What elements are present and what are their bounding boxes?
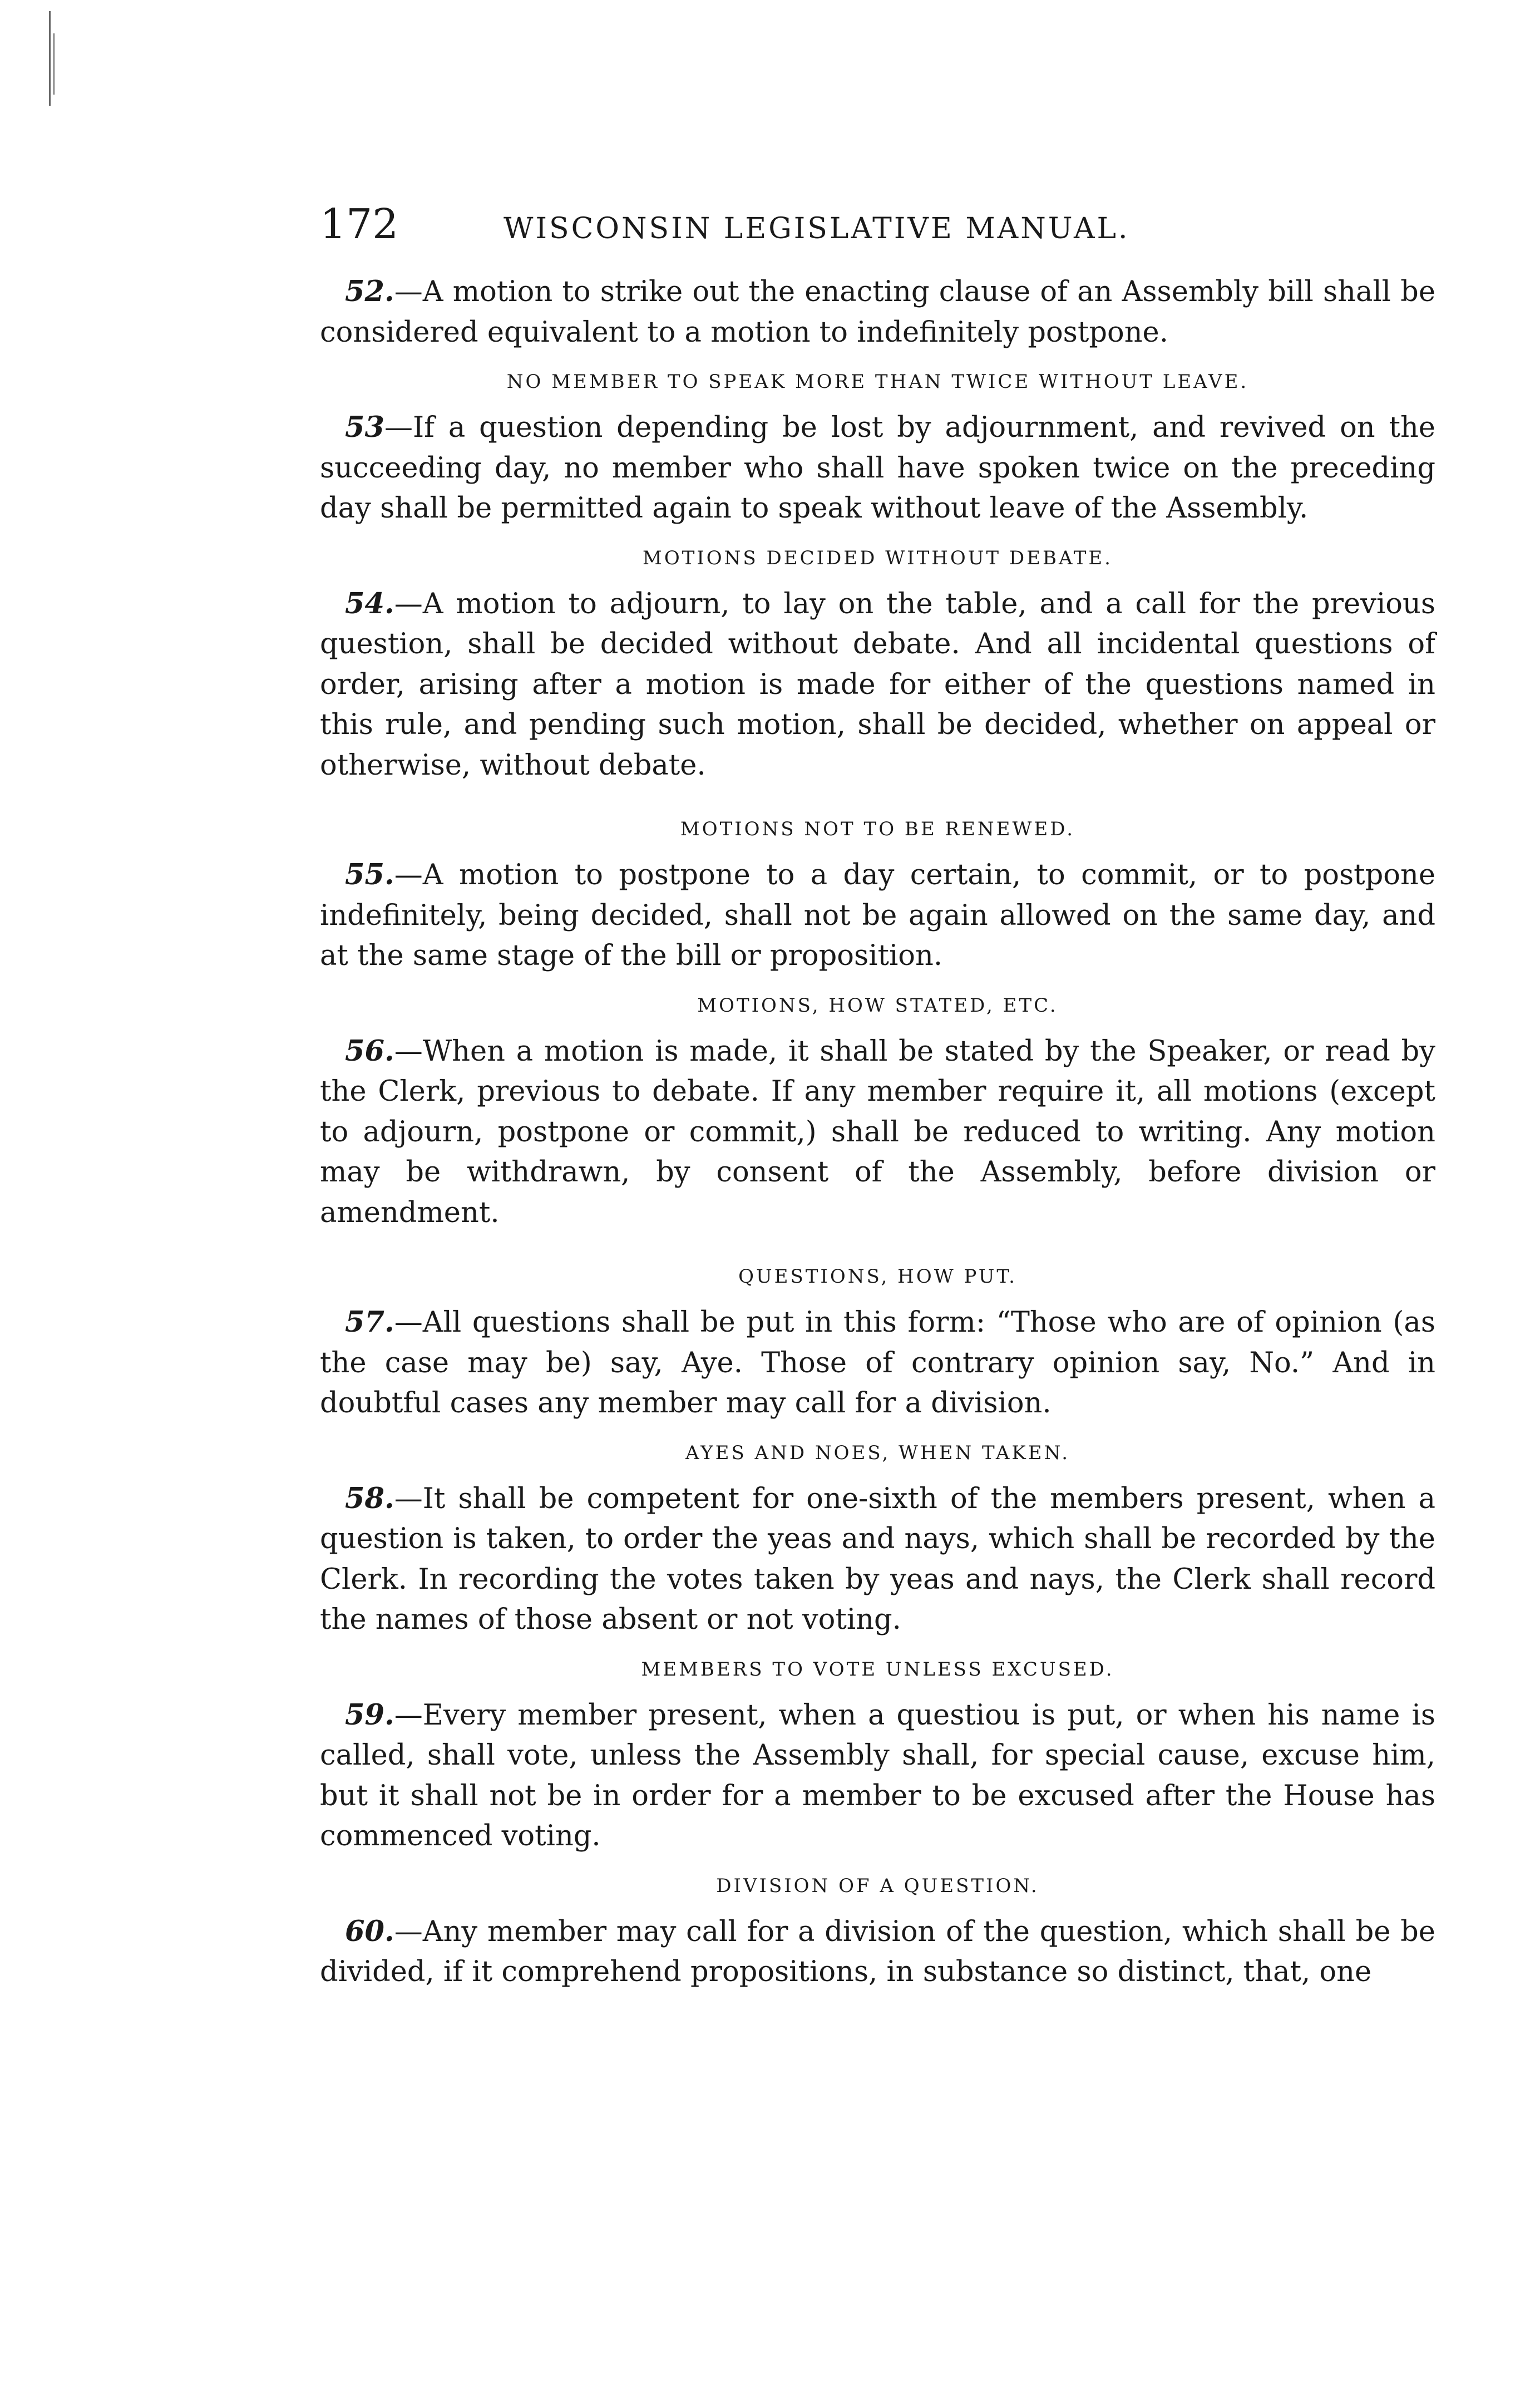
- rule-text: [320, 407, 1435, 529]
- rule-body: —A motion to strike out the enacting clause of an Assembly bill shall be considered equivalent to a motion to indefinitely postpone.: [320, 275, 1435, 349]
- rule-text: [320, 1695, 1435, 1857]
- rule-text: [320, 584, 1435, 786]
- rule-body: —A motion to adjourn, to lay on the table, and a call for the previous question, shall be decided without debate. And all incidental questions of order, arising after a motion is made for either of the questions named in this rule, and pending such motion, shall be decided, whether on appeal or otherwise, without debate.: [320, 587, 1435, 782]
- rule-number: 57.: [345, 1306, 394, 1339]
- running-title: WISCONSIN LEGISLATIVE MANUAL.: [504, 212, 1130, 245]
- rule-number: 59.: [345, 1698, 394, 1732]
- rule-53: [320, 371, 1435, 529]
- rule-number: 55.: [345, 858, 394, 891]
- rule-heading: MOTIONS DECIDED WITHOUT DEBATE.: [643, 546, 1113, 569]
- rule-body: —All questions shall be put in this form: “Those who are of opinion (as the case may be) say, Aye. Those of contrary opinion say, No.” And in doubtful cases any member may call for a division.: [320, 1306, 1435, 1420]
- rule-number: 52.: [345, 275, 394, 308]
- rule-body: —Any member may call for a division of the question, which shall be be divided, if it comprehend propositions, in substance so distinct, that, one: [320, 1915, 1435, 1988]
- rule-text: [320, 1031, 1435, 1234]
- rule-text: [320, 272, 1435, 353]
- rule-number: 60.: [345, 1914, 394, 1948]
- rule-heading: MOTIONS NOT TO BE RENEWED.: [680, 818, 1075, 840]
- rule-heading: AYES AND NOES, WHEN TAKEN.: [685, 1441, 1070, 1464]
- rule-59: [320, 1658, 1435, 1857]
- rule-54: [320, 547, 1435, 786]
- rule-body: —It shall be competent for one-sixth of the members present, when a question is taken, to order the yeas and nays, which shall be recorded by the Clerk. In recording the votes taken by yeas and nays, the Clerk shall record the names of those absent or not voting.: [320, 1482, 1435, 1636]
- rule-60: [320, 1875, 1435, 1993]
- rule-55: [320, 818, 1435, 977]
- page-header: [320, 200, 1435, 267]
- rule-52: [320, 272, 1435, 353]
- scan-margin-line: [53, 33, 55, 95]
- rule-body: —A motion to postpone to a day certain, to commit, or to postpone indefinitely, being decided, shall not be again allowed on the same day, and at the same stage of the bill or proposition.: [320, 859, 1435, 972]
- rule-number: 56.: [345, 1034, 394, 1068]
- rule-text: [320, 1912, 1435, 1993]
- rule-heading: DIVISION OF A QUESTION.: [716, 1874, 1039, 1897]
- rule-text: [320, 855, 1435, 977]
- rule-heading: QUESTIONS, HOW PUT.: [738, 1265, 1017, 1288]
- rule-body: —If a question depending be lost by adjournment, and revived on the succeeding day, no member who shall have spoken twice on the preceding day shall be permitted again to speak without leave of the Assembly.: [320, 411, 1435, 525]
- rule-text: [320, 1479, 1435, 1641]
- rule-number: 54.: [345, 587, 394, 620]
- rule-57: [320, 1265, 1435, 1424]
- rule-body: —When a motion is made, it shall be stated by the Speaker, or read by the Clerk, previous to debate. If any member require it, all motions (except to adjourn, postpone or commit,) shall be reduced to writing. Any motion may be withdrawn, by consent of the Assembly, before division or amendment.: [320, 1034, 1435, 1229]
- page-number: 172: [320, 200, 399, 248]
- rule-number: 58.: [345, 1481, 394, 1515]
- manual-page: [320, 200, 1435, 1993]
- rule-number: 53: [345, 411, 384, 444]
- rule-heading: NO MEMBER TO SPEAK MORE THAN TWICE WITHOUT LEAVE.: [506, 371, 1249, 393]
- scan-margin-line: [49, 11, 51, 106]
- rule-58: [320, 1442, 1435, 1641]
- rule-body: —Every member present, when a questiou is put, or when his name is called, shall vote, unless the Assembly shall, for special cause, excuse him, but it shall not be in order for a member to be excused after the House has commenced voting.: [320, 1698, 1435, 1853]
- rule-heading: MEMBERS TO VOTE UNLESS EXCUSED.: [641, 1658, 1114, 1681]
- rule-56: [320, 994, 1435, 1234]
- rule-heading: MOTIONS, HOW STATED, ETC.: [697, 994, 1058, 1017]
- rule-text: [320, 1302, 1435, 1424]
